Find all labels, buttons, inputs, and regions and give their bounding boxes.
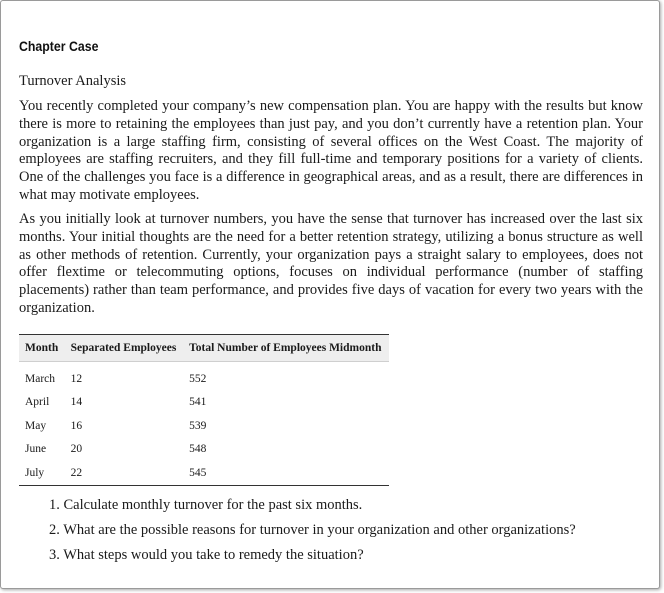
month-cell: June — [25, 443, 47, 456]
total-cell: 548 — [189, 443, 207, 456]
table-row — [19, 461, 389, 485]
total-cell: 541 — [189, 396, 207, 409]
case-title: Chapter Case — [19, 38, 99, 54]
total-cell: 545 — [189, 466, 207, 479]
case-subtitle: Turnover Analysis — [19, 73, 127, 89]
table-row — [19, 438, 389, 462]
separated-cell: 20 — [70, 443, 83, 456]
table-header-row — [19, 335, 389, 362]
question-item: 3. What steps would you take to remedy the situation? — [49, 547, 364, 563]
table-row — [19, 414, 389, 438]
question-item: 1. Calculate monthly turnover for the past six months. — [49, 497, 363, 513]
situation-paragraph: As you initially look at turnover numbers, you have the sense that turnover has increased over the last six months. Your initial thoughts are the need for a better retention strategy, utilizing a bonus structure as well as other methods of retention. Currently, your organization pays a straight salary to employees, does not offer flextime or telecommuting options, focuses on individual performance (number of staffing placements) rather than team performance, and provides five days of vacation for every two years with the organization. — [19, 211, 643, 316]
total-cell: 539 — [189, 419, 207, 432]
month-cell: July — [25, 466, 45, 479]
table-row — [19, 391, 389, 415]
separated-cell: 16 — [70, 419, 83, 432]
separated-cell: 22 — [70, 466, 83, 479]
separated-cell: 12 — [70, 372, 83, 385]
total-cell: 552 — [189, 372, 207, 385]
separated-cell: 14 — [70, 396, 83, 409]
month-cell: May — [25, 419, 47, 432]
question-item: 2. What are the possible reasons for turnover in your organization and other organizations? — [49, 522, 576, 538]
table-row — [19, 362, 389, 391]
header-month: Month — [19, 335, 65, 362]
header-total-employees: Total Number of Employees Midmonth — [183, 335, 389, 362]
intro-paragraph: You recently completed your company’s new compensation plan. You are happy with the results but know there is more to retaining the employees than just pay, and you don’t currently have a retention plan. Your organization is a large staffing firm, consisting of several offices on the West Coast. The majority of employees are staffing recruiters, and they fill full-time and temporary positions for a variety of clients. One of the challenges you face is a difference in geographical areas, and as a result, there are differences in what may motivate employees. — [19, 98, 643, 203]
questions-list — [49, 496, 576, 571]
header-separated-employees: Separated Employees — [65, 335, 184, 362]
turnover-table — [19, 334, 389, 486]
month-cell: April — [25, 396, 50, 409]
month-cell: March — [25, 372, 56, 385]
